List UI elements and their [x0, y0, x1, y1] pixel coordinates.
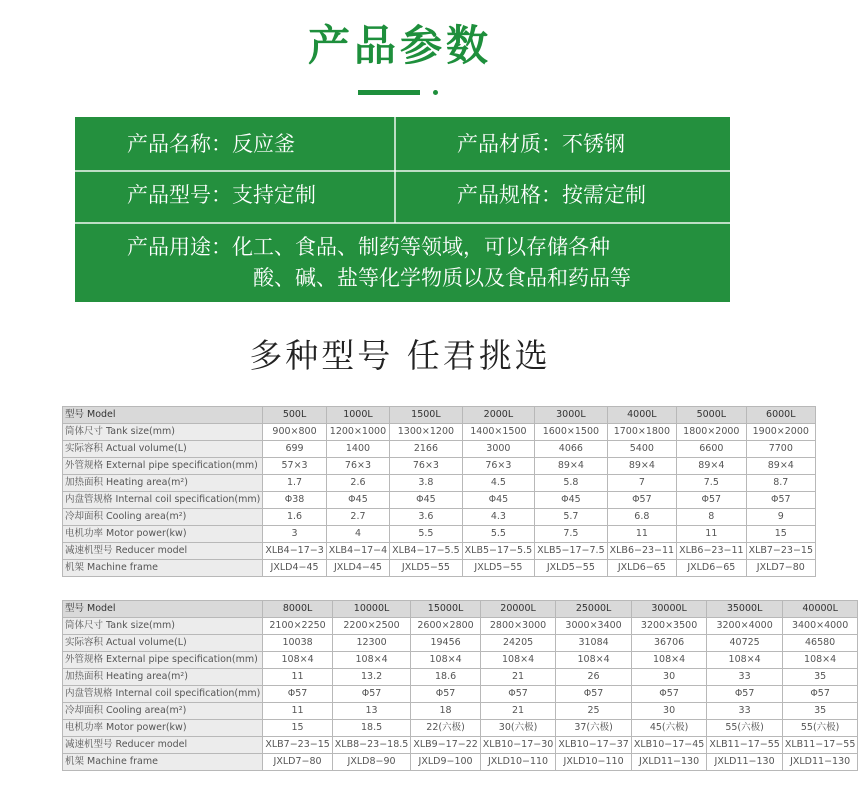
row-label: 筒体尺寸 Tank size(mm) [63, 424, 263, 441]
table-cell: Φ57 [556, 686, 632, 703]
table-cell: JXLD10−110 [556, 754, 632, 771]
table-cell: 108×4 [480, 652, 556, 669]
product-usage-line1: 产品用途：化工、食品、制药等领域，可以存储各种 [127, 235, 610, 259]
table-cell: 57×3 [263, 458, 326, 475]
table-row [63, 686, 858, 703]
row-label: 外管规格 External pipe specification(mm) [63, 458, 263, 475]
table-cell: 10038 [263, 635, 332, 652]
table-cell: 89×4 [746, 458, 815, 475]
table-cell: 5.8 [535, 475, 607, 492]
table-column-header: 1000L [326, 407, 389, 424]
row-label: 机架 Machine frame [63, 560, 263, 577]
table-cell: 1800×2000 [677, 424, 746, 441]
table-cell: 3200×3500 [631, 618, 707, 635]
table-cell: 46580 [782, 635, 858, 652]
table-row [63, 754, 858, 771]
table-cell: 108×4 [556, 652, 632, 669]
table-cell: 1900×2000 [746, 424, 815, 441]
table-row [63, 458, 816, 475]
table-cell: XLB7−23−15 [746, 543, 815, 560]
table-cell: 1200×1000 [326, 424, 389, 441]
table-cell: 108×4 [782, 652, 858, 669]
table-cell: JXLD10−110 [480, 754, 556, 771]
table-cell: 2600×2800 [411, 618, 480, 635]
row-label: 冷却面积 Cooling area(m²) [63, 509, 263, 526]
table-cell: 4 [326, 526, 389, 543]
table-cell: 9 [746, 509, 815, 526]
table-cell: 6600 [677, 441, 746, 458]
row-label: 内盘管规格 Internal coil specification(mm) [63, 492, 263, 509]
table-cell: 6.8 [607, 509, 676, 526]
table-column-header: 6000L [746, 407, 815, 424]
table-cell: 108×4 [411, 652, 480, 669]
product-usage-line2: 酸、碱、盐等化学物质以及食品和药品等 [253, 266, 631, 290]
table-cell: 25 [556, 703, 632, 720]
table-cell: 37(六极) [556, 720, 632, 737]
table-cell: 13 [332, 703, 411, 720]
table-header-label: 型号 Model [63, 407, 263, 424]
table-row [63, 618, 858, 635]
table-cell: 1600×1500 [535, 424, 607, 441]
table-cell: 11 [263, 669, 332, 686]
table-cell: 13.2 [332, 669, 411, 686]
table-cell: 22(六极) [411, 720, 480, 737]
table-row [63, 737, 858, 754]
table-cell: 76×3 [390, 458, 462, 475]
spec-table-large [62, 600, 858, 771]
table-cell: 15 [263, 720, 332, 737]
table-cell: JXLD5−55 [390, 560, 462, 577]
table-cell: XLB7−23−15 [263, 737, 332, 754]
table-cell: JXLD8−90 [332, 754, 411, 771]
table-cell: 108×4 [263, 652, 332, 669]
table-cell: JXLD7−80 [263, 754, 332, 771]
table-cell: 30(六极) [480, 720, 556, 737]
table-cell: XLB4−17−3 [263, 543, 326, 560]
table-cell: 7.5 [535, 526, 607, 543]
table-cell: 1400 [326, 441, 389, 458]
table-cell: XLB10−17−45 [631, 737, 707, 754]
table-cell: Φ57 [746, 492, 815, 509]
table-cell: 55(六极) [707, 720, 783, 737]
product-name: 产品名称：反应釜 [127, 132, 295, 156]
table-row [63, 441, 816, 458]
table-row [63, 543, 816, 560]
table-cell: 18.6 [411, 669, 480, 686]
table-cell: 4066 [535, 441, 607, 458]
table-cell: 26 [556, 669, 632, 686]
table-cell: JXLD9−100 [411, 754, 480, 771]
table-cell: JXLD6−65 [677, 560, 746, 577]
table-cell: 24205 [480, 635, 556, 652]
table-cell: 3.6 [390, 509, 462, 526]
table-cell: 2100×2250 [263, 618, 332, 635]
table-row [63, 703, 858, 720]
table-column-header: 40000L [782, 601, 858, 618]
table-cell: 2166 [390, 441, 462, 458]
table-cell: 40725 [707, 635, 783, 652]
table-header-row [63, 601, 858, 618]
table-row [63, 492, 816, 509]
table-cell: 108×4 [332, 652, 411, 669]
table-cell: Φ57 [707, 686, 783, 703]
title-underline [358, 90, 420, 95]
table-cell: 35 [782, 669, 858, 686]
table-cell: XLB10−17−30 [480, 737, 556, 754]
table-cell: 3000 [462, 441, 534, 458]
table-column-header: 2000L [462, 407, 534, 424]
spec-table-small [62, 406, 816, 577]
table-cell: 76×3 [462, 458, 534, 475]
table-cell: 699 [263, 441, 326, 458]
table-cell: 76×3 [326, 458, 389, 475]
table-cell: JXLD4−45 [263, 560, 326, 577]
row-label: 加热面积 Heating area(m²) [63, 669, 263, 686]
table-cell: 55(六极) [782, 720, 858, 737]
table-cell: 7700 [746, 441, 815, 458]
table-cell: 3 [263, 526, 326, 543]
table-cell: XLB11−17−55 [782, 737, 858, 754]
table-cell: JXLD6−65 [607, 560, 676, 577]
table-cell: Φ45 [326, 492, 389, 509]
table-row [63, 720, 858, 737]
table-header-label: 型号 Model [63, 601, 263, 618]
product-spec: 产品规格：按需定制 [457, 183, 646, 207]
table-cell: 35 [782, 703, 858, 720]
table-cell: 5.5 [462, 526, 534, 543]
row-label: 筒体尺寸 Tank size(mm) [63, 618, 263, 635]
table-cell: XLB6−23−11 [677, 543, 746, 560]
table-header-row [63, 407, 816, 424]
table-column-header: 20000L [480, 601, 556, 618]
table-cell: 8 [677, 509, 746, 526]
table-column-header: 5000L [677, 407, 746, 424]
table-cell: 108×4 [631, 652, 707, 669]
table-cell: 1.6 [263, 509, 326, 526]
product-material: 产品材质：不锈钢 [457, 132, 625, 156]
table-cell: JXLD11−130 [631, 754, 707, 771]
table-cell: 4.3 [462, 509, 534, 526]
table-cell: 15 [746, 526, 815, 543]
table-column-header: 15000L [411, 601, 480, 618]
table-cell: 30 [631, 703, 707, 720]
table-row [63, 652, 858, 669]
table-row [63, 509, 816, 526]
table-cell: 89×4 [677, 458, 746, 475]
info-divider-1 [75, 170, 730, 172]
table-cell: Φ57 [607, 492, 676, 509]
table-column-header: 4000L [607, 407, 676, 424]
table-cell: JXLD5−55 [535, 560, 607, 577]
table-cell: 89×4 [535, 458, 607, 475]
table-cell: 4.5 [462, 475, 534, 492]
table-row [63, 475, 816, 492]
table-column-header: 1500L [390, 407, 462, 424]
table-cell: 1400×1500 [462, 424, 534, 441]
row-label: 机架 Machine frame [63, 754, 263, 771]
table-cell: JXLD11−130 [707, 754, 783, 771]
title-underline-dot [433, 90, 438, 95]
table-cell: 8.7 [746, 475, 815, 492]
table-cell: 1700×1800 [607, 424, 676, 441]
row-label: 电机功率 Motor power(kw) [63, 720, 263, 737]
table-cell: 1.7 [263, 475, 326, 492]
table-cell: XLB9−17−22 [411, 737, 480, 754]
table-cell: XLB5−17−5.5 [462, 543, 534, 560]
table-cell: 45(六极) [631, 720, 707, 737]
table-cell: 89×4 [607, 458, 676, 475]
row-label: 实际容积 Actual volume(L) [63, 441, 263, 458]
table-row [63, 424, 816, 441]
row-label: 减速机型号 Reducer model [63, 737, 263, 754]
table-cell: Φ57 [263, 686, 332, 703]
table-cell: 21 [480, 703, 556, 720]
table-cell: 2800×3000 [480, 618, 556, 635]
table-column-header: 35000L [707, 601, 783, 618]
table-cell: Φ57 [782, 686, 858, 703]
table-cell: 30 [631, 669, 707, 686]
table-cell: 108×4 [707, 652, 783, 669]
table-cell: 18 [411, 703, 480, 720]
table-cell: 11 [263, 703, 332, 720]
table-cell: XLB10−17−37 [556, 737, 632, 754]
table-cell: JXLD11−130 [782, 754, 858, 771]
table-cell: XLB8−23−18.5 [332, 737, 411, 754]
table-cell: 3200×4000 [707, 618, 783, 635]
table-cell: JXLD7−80 [746, 560, 815, 577]
table-cell: Φ57 [332, 686, 411, 703]
table-cell: Φ57 [677, 492, 746, 509]
table-row [63, 635, 858, 652]
row-label: 冷却面积 Cooling area(m²) [63, 703, 263, 720]
table-cell: 2200×2500 [332, 618, 411, 635]
table-row [63, 526, 816, 543]
row-label: 外管规格 External pipe specification(mm) [63, 652, 263, 669]
table-cell: 11 [677, 526, 746, 543]
table-cell: JXLD4−45 [326, 560, 389, 577]
table-column-header: 10000L [332, 601, 411, 618]
table-cell: 36706 [631, 635, 707, 652]
table-cell: 19456 [411, 635, 480, 652]
table-column-header: 500L [263, 407, 326, 424]
row-label: 减速机型号 Reducer model [63, 543, 263, 560]
table-cell: XLB4−17−4 [326, 543, 389, 560]
table-cell: 31084 [556, 635, 632, 652]
table-cell: Φ57 [631, 686, 707, 703]
table-column-header: 30000L [631, 601, 707, 618]
table-column-header: 3000L [535, 407, 607, 424]
table-cell: 18.5 [332, 720, 411, 737]
table-cell: XLB5−17−7.5 [535, 543, 607, 560]
table-cell: Φ45 [390, 492, 462, 509]
table-column-header: 8000L [263, 601, 332, 618]
table-cell: Φ45 [535, 492, 607, 509]
table-cell: 12300 [332, 635, 411, 652]
table-cell: 11 [607, 526, 676, 543]
table-cell: 33 [707, 669, 783, 686]
table-cell: XLB11−17−55 [707, 737, 783, 754]
table-cell: 33 [707, 703, 783, 720]
table-cell: XLB4−17−5.5 [390, 543, 462, 560]
table-cell: 7.5 [677, 475, 746, 492]
table-cell: 5400 [607, 441, 676, 458]
table-cell: 3.8 [390, 475, 462, 492]
table-cell: Φ45 [462, 492, 534, 509]
table-cell: 1300×1200 [390, 424, 462, 441]
table-cell: Φ38 [263, 492, 326, 509]
table-cell: 3400×4000 [782, 618, 858, 635]
table-cell: 5.5 [390, 526, 462, 543]
row-label: 电机功率 Motor power(kw) [63, 526, 263, 543]
section-subtitle: 多种型号 任君挑选 [249, 336, 551, 375]
table-cell: 21 [480, 669, 556, 686]
table-cell: 3000×3400 [556, 618, 632, 635]
row-label: 内盘管规格 Internal coil specification(mm) [63, 686, 263, 703]
table-row [63, 669, 858, 686]
table-cell: Φ57 [480, 686, 556, 703]
page-title: 产品参数 [307, 21, 492, 70]
table-cell: JXLD5−55 [462, 560, 534, 577]
table-row [63, 560, 816, 577]
product-model: 产品型号：支持定制 [127, 183, 316, 207]
info-divider-2 [75, 222, 730, 224]
table-cell: 5.7 [535, 509, 607, 526]
table-cell: 7 [607, 475, 676, 492]
table-cell: XLB6−23−11 [607, 543, 676, 560]
row-label: 加热面积 Heating area(m²) [63, 475, 263, 492]
row-label: 实际容积 Actual volume(L) [63, 635, 263, 652]
table-column-header: 25000L [556, 601, 632, 618]
table-cell: Φ57 [411, 686, 480, 703]
table-cell: 900×800 [263, 424, 326, 441]
table-cell: 2.6 [326, 475, 389, 492]
table-cell: 2.7 [326, 509, 389, 526]
